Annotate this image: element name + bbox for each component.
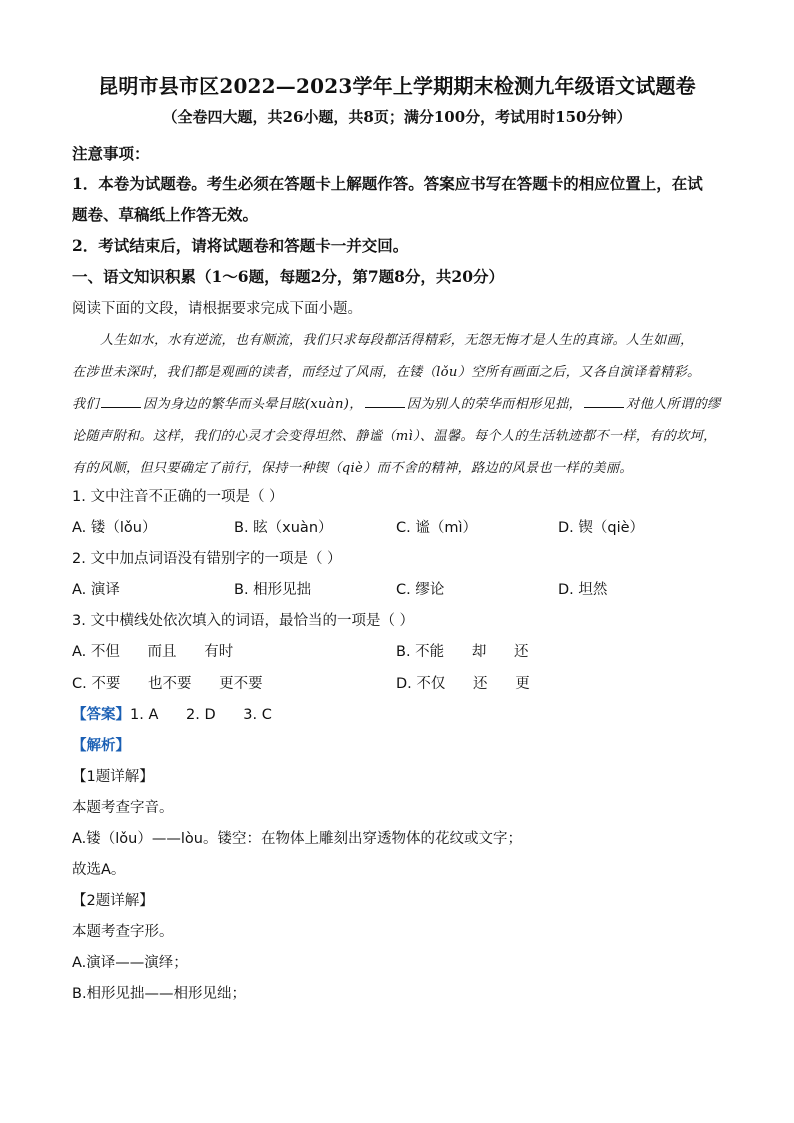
passage-line-3-part-d: 对他人所谓的缪 bbox=[626, 397, 721, 412]
question-2-analysis-topic: 本题考查字形。 bbox=[72, 924, 174, 940]
passage-line-3 bbox=[72, 393, 732, 412]
fill-blank-3 bbox=[584, 395, 624, 408]
question-2-analysis-a: A.演译——演绎； bbox=[72, 955, 188, 971]
answer-row bbox=[72, 703, 732, 724]
question-3-option-a: A. 不但 而且 有时 bbox=[72, 644, 234, 660]
question-1-option-d: D. 锲（qiè） bbox=[558, 520, 645, 536]
page-title: 昆明市县市区2022—2023学年上学期期末检测九年级语文试题卷 bbox=[98, 74, 696, 98]
question-1-analysis-conclusion: 故选A。 bbox=[72, 862, 126, 878]
question-2-stem: 2. 文中加点词语没有错别字的一项是（ ） bbox=[72, 551, 342, 567]
notice-item-2: 2．考试结束后，请将试题卷和答题卡一并交回。 bbox=[72, 236, 409, 255]
question-2-analysis-b: B.相形见拙——相形见绌； bbox=[72, 986, 247, 1002]
question-1-analysis-detail: A.镂（lǒu）——lòu。镂空：在物体上雕刻出穿透物体的花纹或文字； bbox=[72, 831, 522, 847]
question-1-analysis-topic: 本题考查字音。 bbox=[72, 800, 174, 816]
passage-line-3-part-c: 因为别人的荣华而相形见拙， bbox=[406, 397, 583, 412]
analysis-tag: 【解析】 bbox=[72, 738, 130, 754]
fill-blank-1 bbox=[101, 395, 141, 408]
page-subtitle: （全卷四大题，共26小题，共8页；满分100分，考试用时150分钟） bbox=[162, 108, 632, 126]
notice-heading: 注意事项： bbox=[72, 144, 150, 163]
question-3-option-b: B. 不能 却 还 bbox=[396, 644, 529, 660]
question-2-option-c: C. 缪论 bbox=[396, 582, 445, 598]
passage-line-4: 论随声附和。这样，我们的心灵才会变得坦然、静谧（mì）、温馨。每个人的生活轨迹都不一样，有的坎坷， bbox=[72, 429, 717, 444]
question-3-option-c: C. 不要 也不要 更不要 bbox=[72, 676, 263, 692]
passage-line-3-part-b: 因为身边的繁华而头晕目眩(xuàn)， bbox=[142, 397, 363, 412]
section-1-heading: 一、语文知识积累（1～6题，每题2分，第7题8分，共20分） bbox=[72, 267, 504, 286]
answer-tag: 【答案】 bbox=[72, 707, 130, 723]
question-1-option-a: A. 镂（lǒu） bbox=[72, 520, 157, 536]
fill-blank-2 bbox=[365, 395, 405, 408]
passage-line-2: 在涉世未深时，我们都是观画的读者，而经过了风雨，在镂（lǒu）空所有画面之后，又各自演译着精彩。 bbox=[72, 365, 701, 380]
question-1-option-c: C. 谧（mì） bbox=[396, 520, 477, 536]
passage-line-5: 有的风顺，但只要确定了前行，保持一种锲（qiè）而不舍的精神，路边的风景也一样的美丽。 bbox=[72, 461, 633, 476]
analysis-row bbox=[72, 734, 732, 755]
question-2-option-b: B. 相形见拙 bbox=[234, 582, 312, 598]
passage-line-3-part-a: 我们 bbox=[72, 397, 99, 412]
question-1-analysis-heading: 【1题详解】 bbox=[72, 769, 154, 785]
question-2-option-a: A. 演译 bbox=[72, 582, 120, 598]
question-3-option-d: D. 不仅 还 更 bbox=[396, 676, 530, 692]
question-2-option-d: D. 坦然 bbox=[558, 582, 608, 598]
question-1-stem: 1. 文中注音不正确的一项是（ ） bbox=[72, 489, 284, 505]
notice-item-1-line-2: 题卷、草稿纸上作答无效。 bbox=[72, 205, 259, 224]
section-1-instruction: 阅读下面的文段，请根据要求完成下面小题。 bbox=[72, 301, 362, 317]
answer-values: 1. A 2. D 3. C bbox=[130, 707, 272, 723]
notice-item-1-line-1: 1．本卷为试题卷。考生必须在答题卡上解题作答。答案应书写在答题卡的相应位置上，在试 bbox=[72, 174, 703, 193]
passage-line-1: 人生如水，水有逆流，也有顺流，我们只求每段都活得精彩，无怨无悔才是人生的真谛。人生如画， bbox=[100, 333, 694, 348]
question-3-stem: 3. 文中横线处依次填入的词语，最恰当的一项是（ ） bbox=[72, 613, 415, 629]
question-1-option-b: B. 眩（xuàn） bbox=[234, 520, 333, 536]
question-2-analysis-heading: 【2题详解】 bbox=[72, 893, 154, 909]
